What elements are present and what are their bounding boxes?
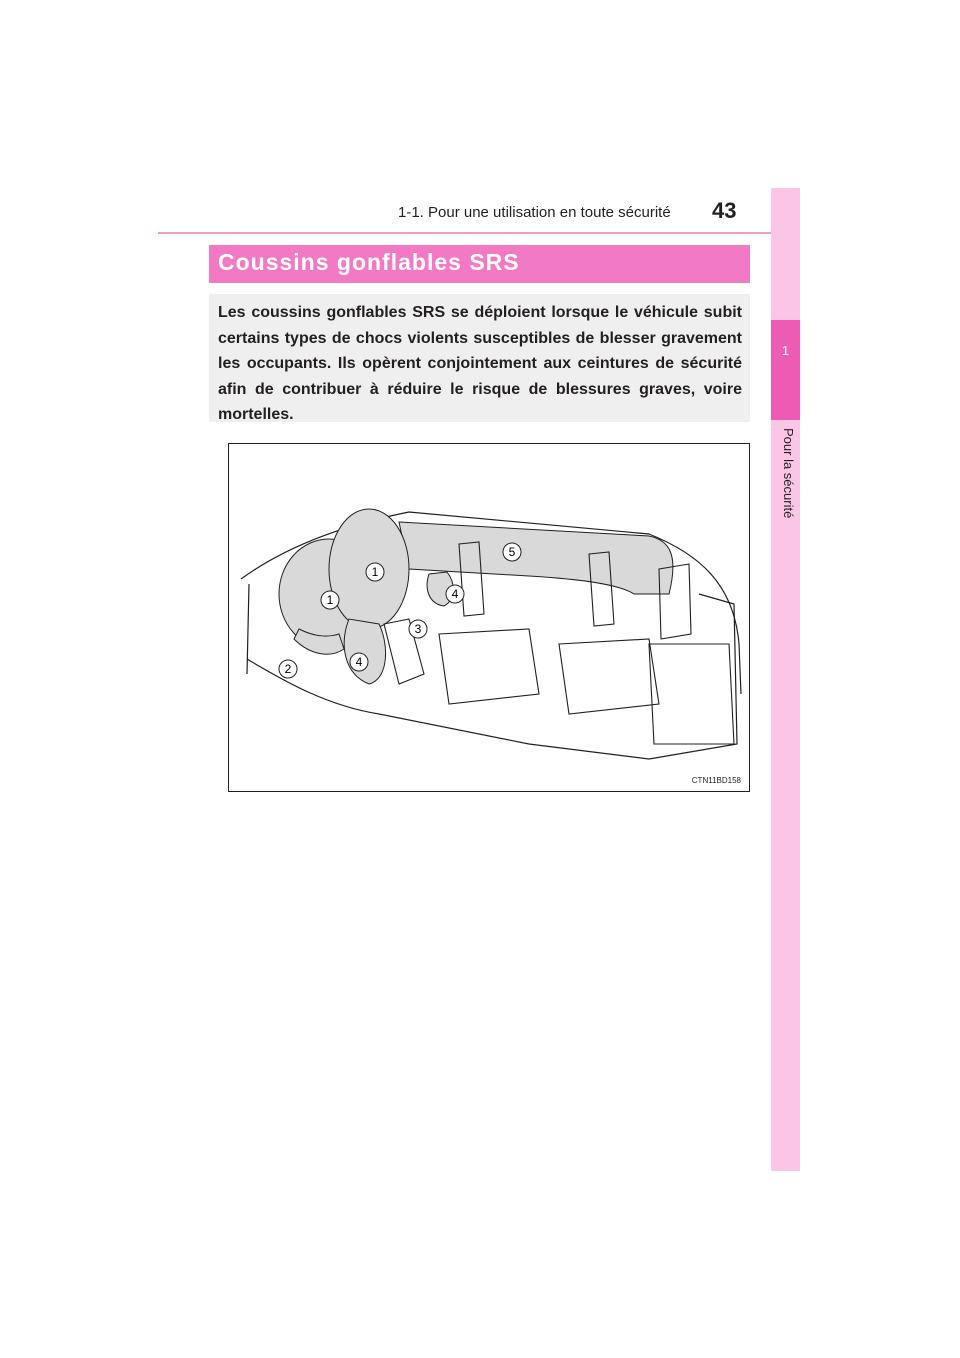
svg-text:3: 3	[414, 622, 422, 636]
svg-text:4: 4	[355, 655, 363, 669]
chapter-number: 1	[781, 343, 790, 358]
header-divider	[158, 232, 800, 234]
figure-code: CTN11BD158	[691, 776, 741, 785]
svg-text:4: 4	[451, 587, 459, 601]
svg-text:1: 1	[371, 565, 379, 579]
section-header: 1-1. Pour une utilisation en toute sécurité	[398, 204, 671, 221]
callout-3	[409, 620, 427, 638]
side-airbag-front	[344, 619, 385, 684]
chapter-tab-active	[771, 320, 800, 420]
callout-1b	[321, 591, 339, 609]
intro-paragraph: Les coussins gonflables SRS se déploient lorsque le véhicule subit certains types de chocs violents susceptibles de blesser gravement les occupants. Ils opèrent conjointement aux ceintures de sécurité afin de contribuer à réduire le risque de blessures graves, voire mortelles.	[218, 304, 742, 423]
svg-text:5: 5	[508, 545, 516, 559]
callout-2	[279, 660, 297, 678]
chapter-label: Pour la sécurité	[781, 428, 796, 519]
callout-5	[503, 543, 521, 561]
callout-4a	[350, 653, 368, 671]
airbag-diagram	[229, 444, 749, 791]
callout-4b	[446, 585, 464, 603]
callout-1a	[366, 563, 384, 581]
svg-text:2: 2	[284, 662, 292, 676]
airbag-illustration	[228, 443, 750, 792]
page-number: 43	[712, 198, 737, 223]
svg-text:1: 1	[326, 593, 334, 607]
section-title: Coussins gonflables SRS	[218, 249, 520, 275]
